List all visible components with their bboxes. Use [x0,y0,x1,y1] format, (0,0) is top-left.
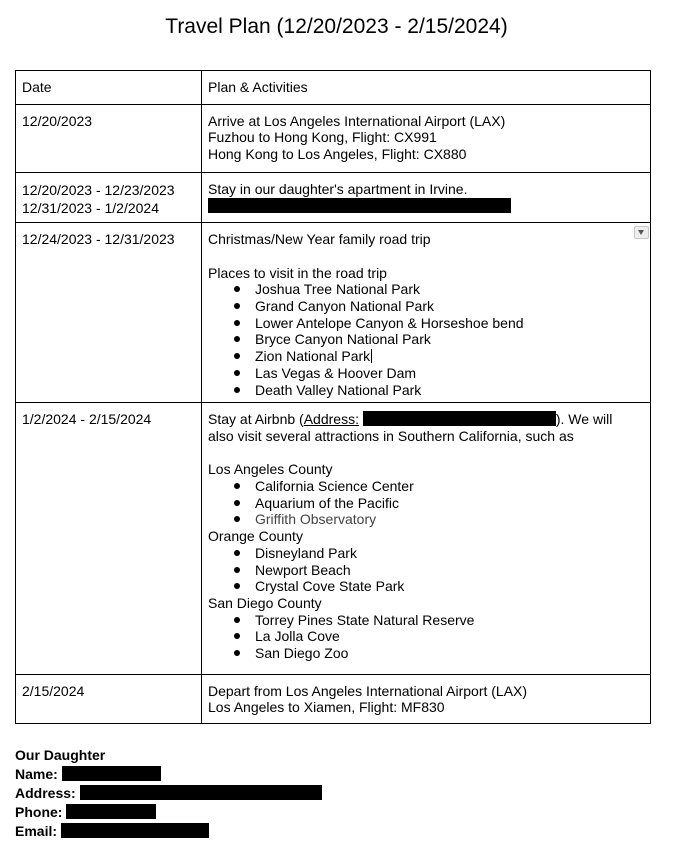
plan-line: Depart from Los Angeles International Airport (LAX) [208,682,528,699]
list-item: Aquarium of the Pacific [208,495,644,512]
date-text: 12/24/2023 - 12/31/2023 [22,231,175,248]
list-item-text: Zion National Park [255,348,371,365]
plan-cell [202,104,651,172]
places-list [208,281,644,398]
list-item: California Science Center [208,478,644,495]
plan-cell [202,674,651,723]
daughter-email-row: Email: [15,822,322,841]
table-row [16,674,651,723]
daughter-info [15,746,322,841]
redacted-line [208,198,644,215]
header-plan: Plan & Activities [202,71,651,105]
travel-plan-table [15,70,651,724]
redacted-block [66,804,156,819]
list-item: Bryce Canyon National Park [208,331,644,348]
list-item: San Diego Zoo [208,645,644,662]
plan-cell [202,223,651,403]
table-row [16,172,651,222]
date-cell [16,172,202,222]
plan-line: Stay at Airbnb (Address: ). We will [208,411,613,428]
list-item: Death Valley National Park [208,382,644,399]
list-item [208,348,644,365]
date-cell [16,104,202,172]
list-item: Lower Antelope Canyon & Horseshoe bend [208,315,644,332]
date-cell [16,674,202,723]
date-cell [16,223,202,403]
list-item: Griffith Observatory [208,511,644,528]
text-cursor [371,349,372,363]
daughter-address-row: Address: [15,784,322,803]
document-title: Travel Plan (12/20/2023 - 2/15/2024) [165,15,508,38]
plan-cell [202,403,651,675]
daughter-heading: Our Daughter [15,747,106,763]
chevron-down-icon[interactable] [634,226,649,239]
table-header-row [16,71,651,105]
county-heading: San Diego County [208,594,322,611]
date-cell [16,403,202,675]
county-heading: Los Angeles County [208,461,333,478]
daughter-name-row: Name: [15,765,322,784]
plan-line: Stay in our daughter's apartment in Irvine. [208,180,468,197]
plan-line: Hong Kong to Los Angeles, Flight: CX880 [208,146,467,163]
table-row [16,403,651,675]
daughter-phone-row: Phone: [15,803,322,822]
date-text: 12/20/2023 [22,112,93,129]
redacted-block [80,785,322,800]
redacted-block [363,411,556,426]
list-item: Disneyland Park [208,545,644,562]
plan-line: Los Angeles to Xiamen, Flight: MF830 [208,699,445,716]
plan-line: Christmas/New Year family road trip [208,231,431,248]
date-text: 12/20/2023 - 12/23/2023 [22,181,175,198]
date-text: 12/31/2023 - 1/2/2024 [22,199,160,216]
list-item: Grand Canyon National Park [208,298,644,315]
date-text: 2/15/2024 [22,682,85,699]
plan-line: Fuzhou to Hong Kong, Flight: CX991 [208,129,437,146]
plan-line: also visit several attractions in Southern California, such as [208,427,574,444]
list-item: Crystal Cove State Park [208,578,644,595]
list-item: Torrey Pines State Natural Reserve [208,612,644,629]
list-item: La Jolla Cove [208,628,644,645]
table-row [16,104,651,172]
table-row [16,223,651,403]
attractions-list [208,612,644,662]
address-label: Address: [303,411,359,428]
plan-line: Arrive at Los Angeles International Airport (LAX) [208,112,506,129]
plan-subheading: Places to visit in the road trip [208,264,387,281]
attractions-list [208,545,644,595]
header-date: Date [16,71,202,105]
list-item: Newport Beach [208,562,644,579]
attractions-list [208,478,644,528]
redacted-block [208,198,511,213]
date-text: 1/2/2024 - 2/15/2024 [22,411,152,428]
county-heading: Orange County [208,528,303,545]
plan-cell [202,172,651,222]
list-item: Las Vegas & Hoover Dam [208,365,644,382]
redacted-block [62,766,161,781]
list-item: Joshua Tree National Park [208,281,644,298]
redacted-block [61,823,209,838]
